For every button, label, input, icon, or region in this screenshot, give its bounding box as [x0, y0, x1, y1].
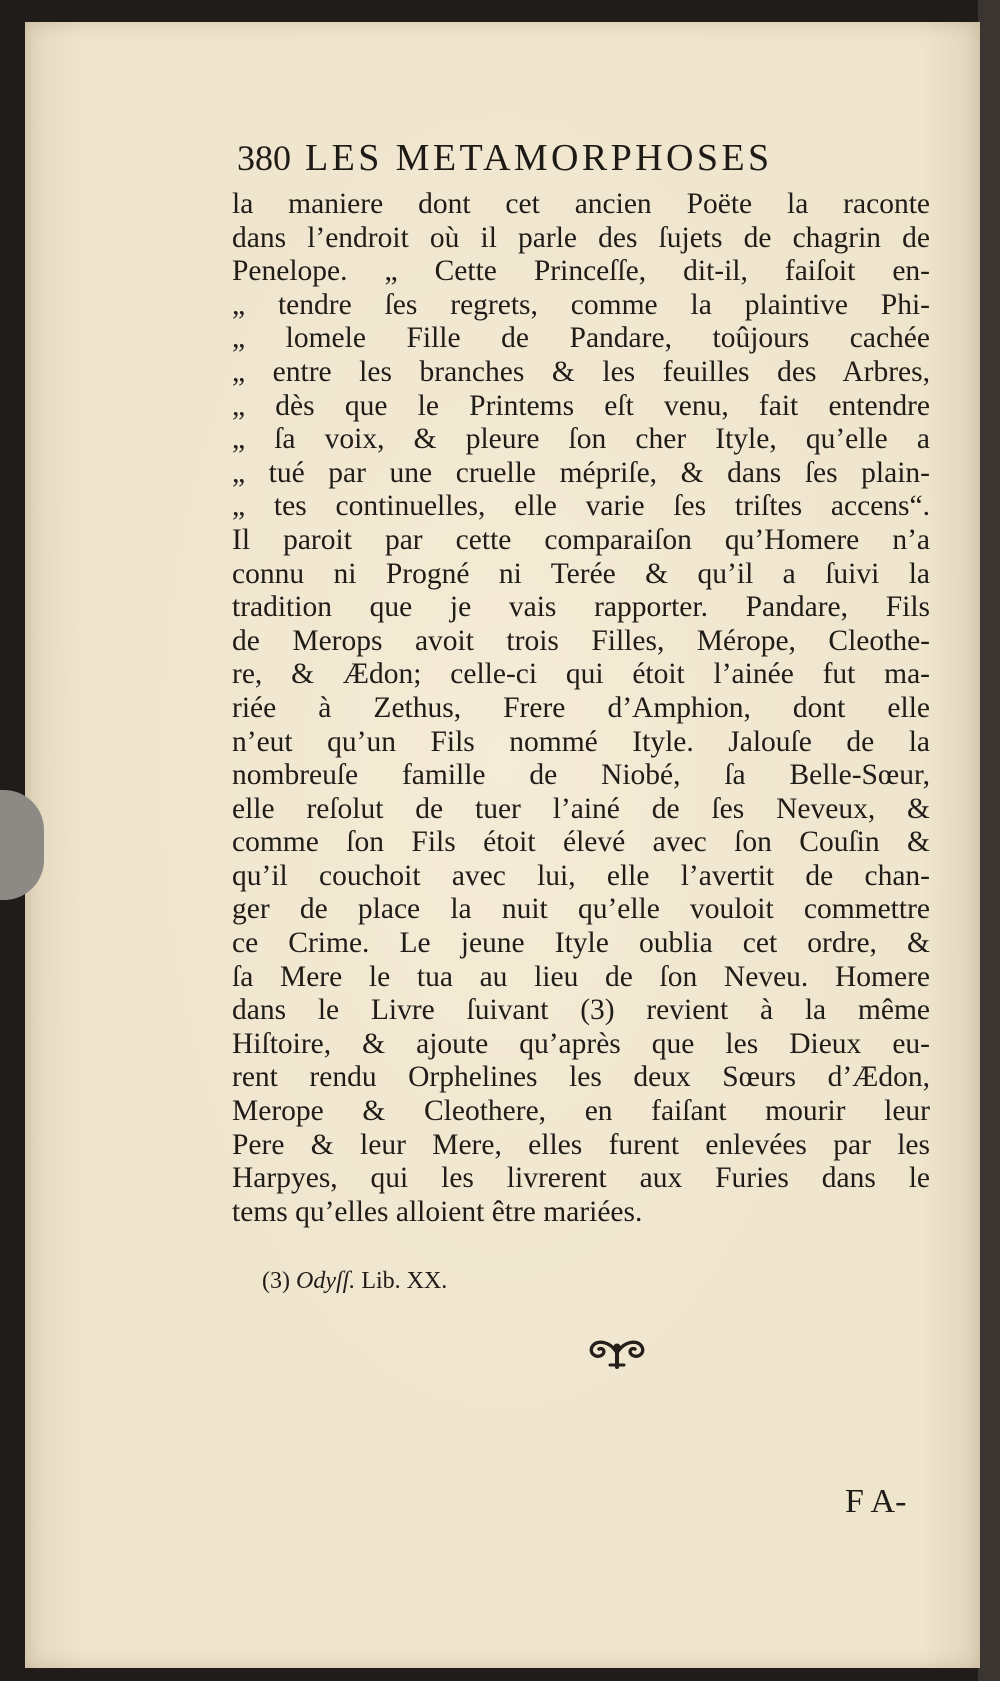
text-line: dans l’endroit où il parle des ſujets de chagrin de [232, 221, 930, 254]
text-line: ce Crime. Le jeune Ityle oublia cet ordre, & [232, 927, 930, 960]
catchword: F A- [845, 1483, 907, 1520]
running-title: LES METAMORPHOSES [305, 137, 773, 179]
text-line: ger de place la nuit qu’elle vouloit commettre [232, 893, 930, 926]
text-line: Il paroit par cette comparaiſon qu’Homere n’a [232, 523, 930, 556]
text-line: Hiſtoire, & ajoute qu’après que les Dieux eu- [232, 1027, 930, 1060]
text-line: re, & Ædon; celle-ci qui étoit l’ainée fut ma- [232, 658, 930, 691]
text-line: Merope & Cleothere, en faiſant mourir leur [232, 1095, 930, 1128]
text-line: ſa Mere le tua au lieu de ſon Neveu. Homere [232, 960, 930, 993]
text-line: „ entre les branches & les feuilles des Arbres, [232, 355, 930, 388]
text-line: qu’il couchoit avec lui, elle l’avertit de chan- [232, 859, 930, 892]
text-line: Harpyes, qui les livrerent aux Furies dans le [232, 1162, 930, 1195]
text-line: rent rendu Orphelines les deux Sœurs d’Ædon, [232, 1061, 930, 1094]
footnote-source: Odyſſ. [295, 1268, 356, 1294]
text-line: tems qu’elles alloient être mariées. [232, 1195, 643, 1228]
page-number: 380 [237, 138, 291, 178]
text-line: tradition que je vais rapporter. Pandare, Fils [232, 591, 930, 624]
page-header [237, 136, 877, 180]
fleuron-ornament-icon [586, 1335, 648, 1371]
footnote [262, 1268, 447, 1295]
book-spine-edge [978, 0, 1000, 1681]
text-line: „ tué par une cruelle mépriſe, & dans ſes plain- [232, 456, 930, 489]
text-line: nombreuſe famille de Niobé, ſa Belle-Sœur, [232, 759, 930, 792]
text-line: „ tes continuelles, elle varie ſes triſtes accens“. [232, 490, 930, 523]
text-line: „ tendre ſes regrets, comme la plaintive Phi- [232, 288, 930, 321]
text-line: connu ni Progné ni Terée & qu’il a ſuivi la [232, 557, 930, 590]
text-line: de Merops avoit trois Filles, Mérope, Cleothe- [232, 624, 930, 657]
text-line: Pere & leur Mere, elles furent enlevées par les [232, 1128, 930, 1161]
footnote-marker: (3) [262, 1268, 290, 1294]
body-text [232, 188, 930, 1229]
text-line: comme ſon Fils étoit élevé avec ſon Couſin & [232, 826, 930, 859]
text-line: dans le Livre ſuivant (3) revient à la même [232, 994, 930, 1027]
text-line: n’eut qu’un Fils nommé Ityle. Jalouſe de la [232, 725, 930, 758]
text-line: riée à Zethus, Frere d’Amphion, dont elle [232, 691, 930, 724]
footnote-reference: Lib. XX. [361, 1268, 448, 1294]
text-line: Penelope. „ Cette Princeſſe, dit-il, faiſoit en- [232, 255, 930, 288]
text-line: „ ſa voix, & pleure ſon cher Ityle, qu’elle a [232, 423, 930, 456]
text-line: la maniere dont cet ancien Poëte la raconte [232, 188, 930, 220]
text-line: „ dès que le Printems eſt venu, fait entendre [232, 389, 930, 422]
text-line: „ lomele Fille de Pandare, toûjours cachée [232, 322, 930, 355]
text-line: elle reſolut de tuer l’ainé de ſes Neveux, & [232, 792, 930, 825]
